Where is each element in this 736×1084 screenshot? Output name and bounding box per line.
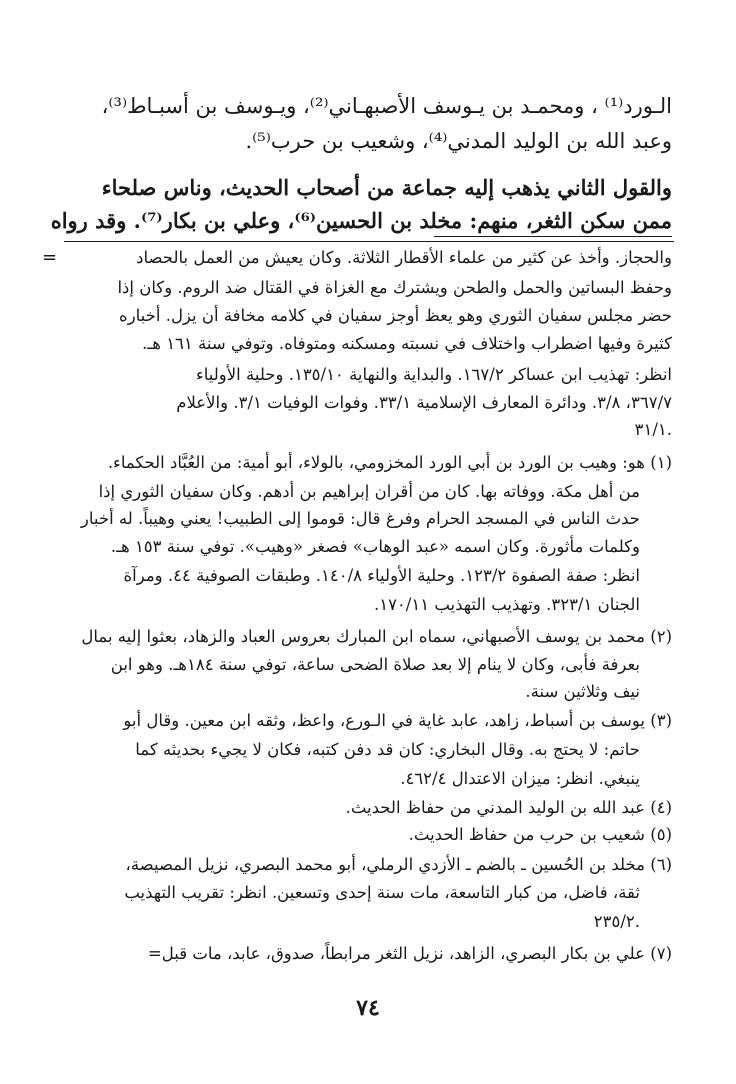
continued-note-line-5: انظر: تهذيب ابن عساكر ١٦٧/٢. والبداية والنهاية ١٣٥/١٠. وحلية الأولياء	[196, 365, 672, 384]
continued-note-line-7: ٣١/١.	[634, 420, 672, 439]
footnote-1-line-5: انظر: صفة الصفوة ١٢٣/٢. وحلية الأولياء ١٤٠/٨. وطبقات الصوفية ٤٤. ومرآة	[123, 566, 640, 585]
footnote-5-line-1: (٥) شعيب بن حرب من حفاظ الحديث.	[408, 825, 672, 844]
footnote-separator	[64, 241, 674, 242]
footnote-1-line-2: من أهل مكة. ووفاته بها. كان من أقران إبراهيم بن أدهم. وكان سفيان الثوري إذا	[98, 482, 640, 501]
footnote-2-line-3: نيف وثلاثين سنة.	[525, 682, 640, 701]
footnote-6-line-1: (٦) مخلد بن الحُسين ـ بالضم ـ الأزدي الرملي، أبو محمد البصري، نزيل المصيصة،	[125, 855, 672, 874]
footnote-7-line-1: (٧) علي بن بكار البصري، الزاهد، نزيل الثغر مرابطاً، صدوق، عابد، مات قبل=	[147, 944, 672, 963]
footnote-1-line-4: وكلمات مأثورة. وكان اسمه «عبد الوهاب» فصغر «وهيب». توفي سنة ١٥٣ هـ.	[110, 537, 640, 556]
footnote-3-line-2: حاتم: لا يحتج به. وقال البخاري: كان قد دفن كتبه، فكان لا يجيء بحديثه كما	[135, 740, 640, 759]
main-text-line-1: الـورد⁽¹⁾ ، ومحمـد بن يـوسف الأصبهـاني⁽²⁾، ويـوسف بن أسبـاط⁽³⁾،	[101, 94, 672, 118]
page-number: ٧٤	[356, 995, 380, 1021]
main-text-line-4: ممن سكن الثغر، منهم: مخلد بن الحسين⁽⁶⁾، وعلي بن بكار⁽⁷⁾. وقد رواه	[50, 208, 672, 233]
footnote-1-line-1: (١) هو: وهيب بن الورد بن أبي الورد المخزومي، بالولاء، أبو أمية: من العُبَّاد الحكماء.	[107, 453, 672, 472]
footnote-4-line-1: (٤) عبد الله بن الوليد المدني من حفاظ الحديث.	[345, 798, 672, 817]
continued-note-line-3: حضر مجلس سفيان الثوري وهو يعظ أوجز سفيان في كلامه مخافة أن يزل. أخباره	[119, 306, 672, 325]
continued-note-line-2: وحفظ البساتين والحمل والطحن ويشترك مع الغزاة في القتال ضد الروم. وكان إذا	[117, 278, 672, 297]
footnote-2-line-2: بعرفة فأبى، وكان لا ينام إلا بعد صلاة الضحى ساعة، توفي سنة ١٨٤هـ. وهو ابن	[110, 655, 640, 674]
continued-note-line-6: ٣٦٧/٧، ٣/٨. ودائرة المعارف الإسلامية ٣٣/١. وفوات الوفيات ٣/١. والأعلام	[176, 393, 672, 412]
main-text-line-3: والقول الثاني يذهب إليه جماعة من أصحاب الحديث، وناس صلحاء	[101, 175, 672, 200]
footnote-3-line-1: (٣) يوسف بن أسباط، زاهد، عابد غاية في الـورع، واعظ، وثقه ابن معين. وقال أبو	[123, 711, 672, 730]
footnote-2-line-1: (٢) محمد بن يوسف الأصبهاني، سماه ابن المبارك بعروس العباد والزهاد، بعثوا إليه بمال	[81, 627, 672, 646]
footnote-3-line-3: ينبغي. انظر: ميزان الاعتدال ٤٦٢/٤.	[400, 769, 640, 788]
continued-note-line-1: والحجاز. وأخذ عن كثير من علماء الأقطار الثلاثة. وكان يعيش من العمل بالحصاد	[136, 248, 672, 267]
main-text-line-2: وعبد الله بن الوليد المدني⁽⁴⁾، وشعيب بن حرب⁽⁵⁾.	[245, 129, 672, 153]
footnote-1-line-6: الجنان ٣٢٣/١. وتهذيب التهذيب ١٧٠/١١.	[373, 595, 640, 614]
footnote-6-line-3: ٢٣٥/٢.	[593, 912, 640, 931]
continued-note-line-4: كثيرة وفيها اضطراب واختلاف في نسبته ومسكنه ومتوفاه. وتوفي سنة ١٦١ هـ.	[142, 334, 672, 353]
footnote-1-line-3: حدث الناس في المسجد الحرام وفرغ قال: قوموا إلى الطبيب! يعني وهيباً. له أخبار	[80, 509, 640, 528]
continuation-marker: =	[42, 247, 58, 268]
footnote-6-line-2: ثقة، فاضل، من كبار التاسعة، مات سنة إحدى وتسعين. انظر: تقريب التهذيب	[124, 883, 640, 902]
underline-mark	[434, 236, 672, 237]
